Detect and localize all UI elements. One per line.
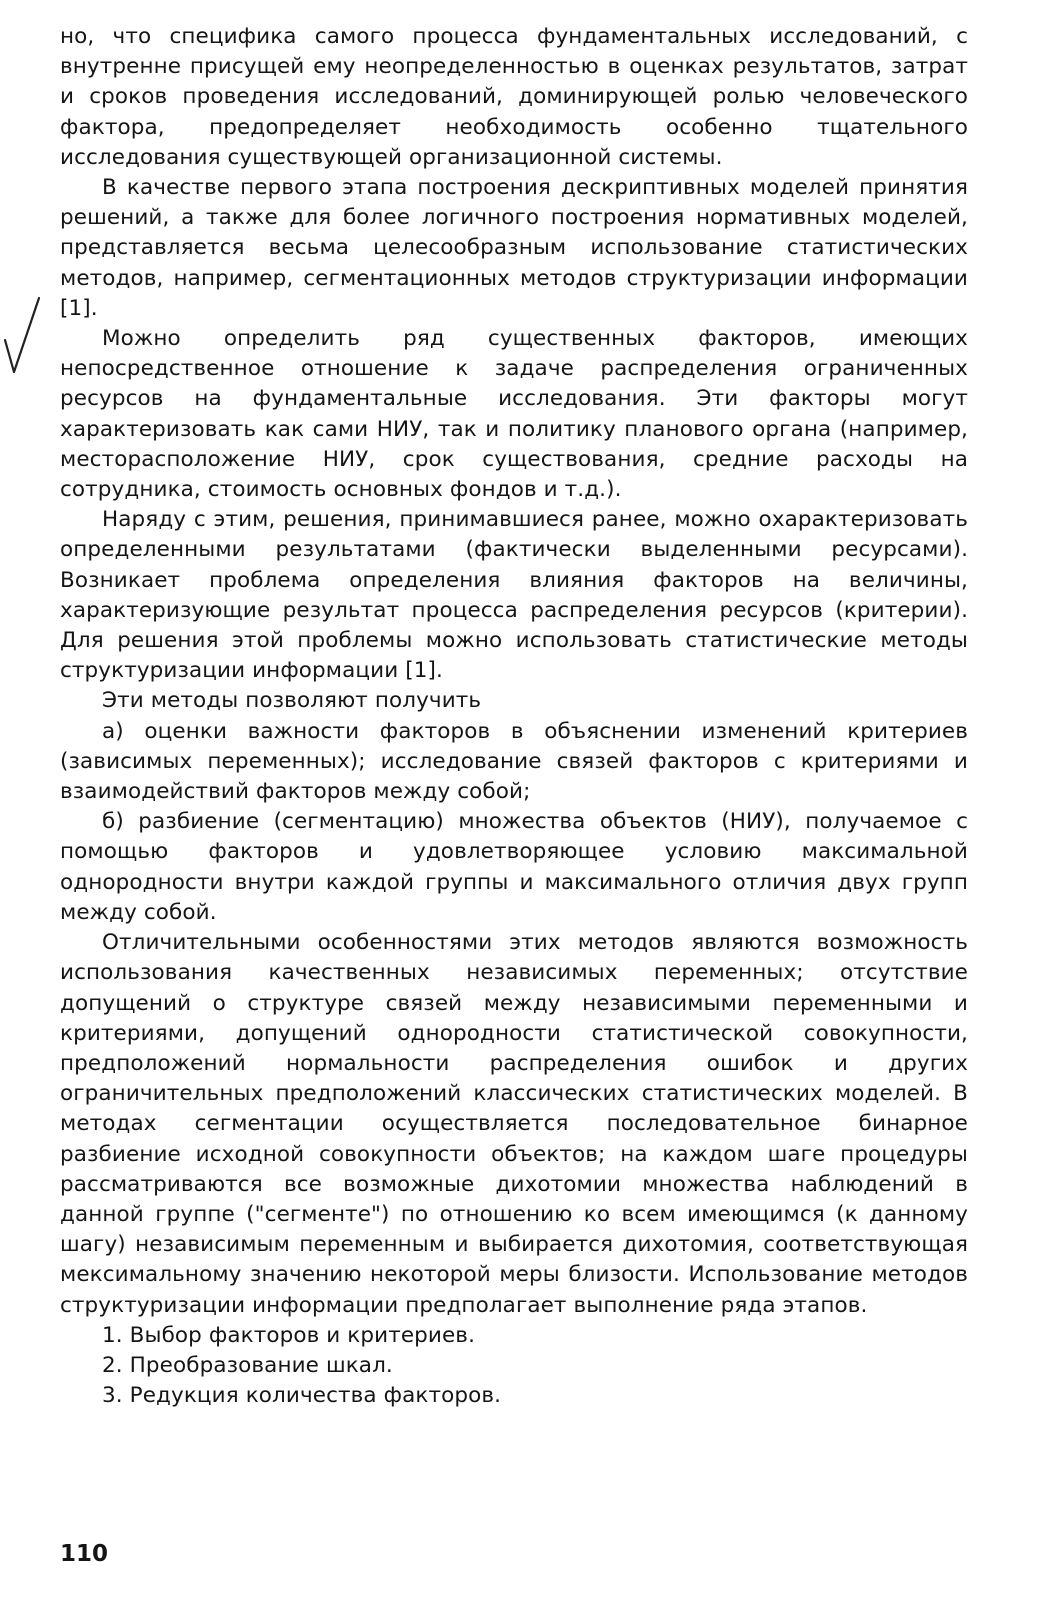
paragraph-4: Наряду с этим, решения, принимавшиеся ранее, можно охарактеризовать определенными результатами (фактически выделенными ресурсами). Возникает проблема определения влияния факторов на величины, характеризующие результат процесса распределения ресурсов (критерии). Для решения этой проблемы можно использовать статистические методы структуризации информации [1]. <box>60 507 968 684</box>
check-mark-icon <box>2 296 42 376</box>
paragraph-8: Отличительными особенностями этих методов являются возможность использования качественных независимых переменных; отсутствие допущений о структуре связей между независимыми переменными и критериями, допущений однородности статистической совокупности, предположений нормальности распределения ошибок и других ограничительных предположений классических статистических моделей. В методах сегментации осуществляется последовательное бинарное разбиение исходной совокупности объектов; на каждом шаге процедуры рассматриваются все возможные дихотомии множества наблюдений в данной группе ("сегменте") по отношению ко всем имеющимся (к данному шагу) независимым переменным и выбирается дихотомия, соответствующая мексимальному значению некоторой меры близости. Использование методов структуризации информации предполагает выполнение ряда этапов. <box>60 930 968 1318</box>
document-page <box>60 22 968 1512</box>
paragraph-7: б) разбиение (сегментацию) множества объектов (НИУ), получаемое с помощью факторов и удовлетворяющее условию максимальной однородности внутри каждой группы и максимального отличия двух групп между собой. <box>60 809 968 925</box>
page-number: 110 <box>60 1541 109 1567</box>
list-item-3: 3. Редукция количества факторов. <box>102 1383 502 1409</box>
list-item-2: 2. Преобразование шкал. <box>102 1352 393 1378</box>
paragraph-3: Можно определить ряд существенных факторов, имеющих непосредственное отношение к задаче распределения ограниченных ресурсов на фундаментальные исследования. Эти факторы могут характеризовать как сами НИУ, так и политику планового органа (например, месторасположение НИУ, срок существования, средние расходы на сотрудника, стоимость основных фондов и т.д.). <box>60 326 968 503</box>
list-item-1: 1. Выбор факторов и критериев. <box>102 1322 476 1348</box>
paragraph-2: В качестве первого этапа построения дескриптивных моделей принятия решений, а также для более логичного построения нормативных моделей, представляется весьма целесообразным использование статистических методов, например, сегментационных методов структуризации информации [1]. <box>60 175 968 321</box>
paragraph-5: Эти методы позволяют получить <box>102 688 482 714</box>
paragraph-1: но, что специфика самого процесса фундаментальных исследований, с внутренне присущей ему неопределенностью в оценках результатов, затрат и сроков проведения исследований, доминирующей ролью человеческого фактора, предопределяет необходимость особенно тщательного исследования существующей организационной системы. <box>60 24 968 170</box>
paragraph-6: а) оценки важности факторов в объяснении изменений критериев (зависимых переменных); исследование связей факторов с критериями и взаимодействий факторов между собой; <box>60 718 968 805</box>
